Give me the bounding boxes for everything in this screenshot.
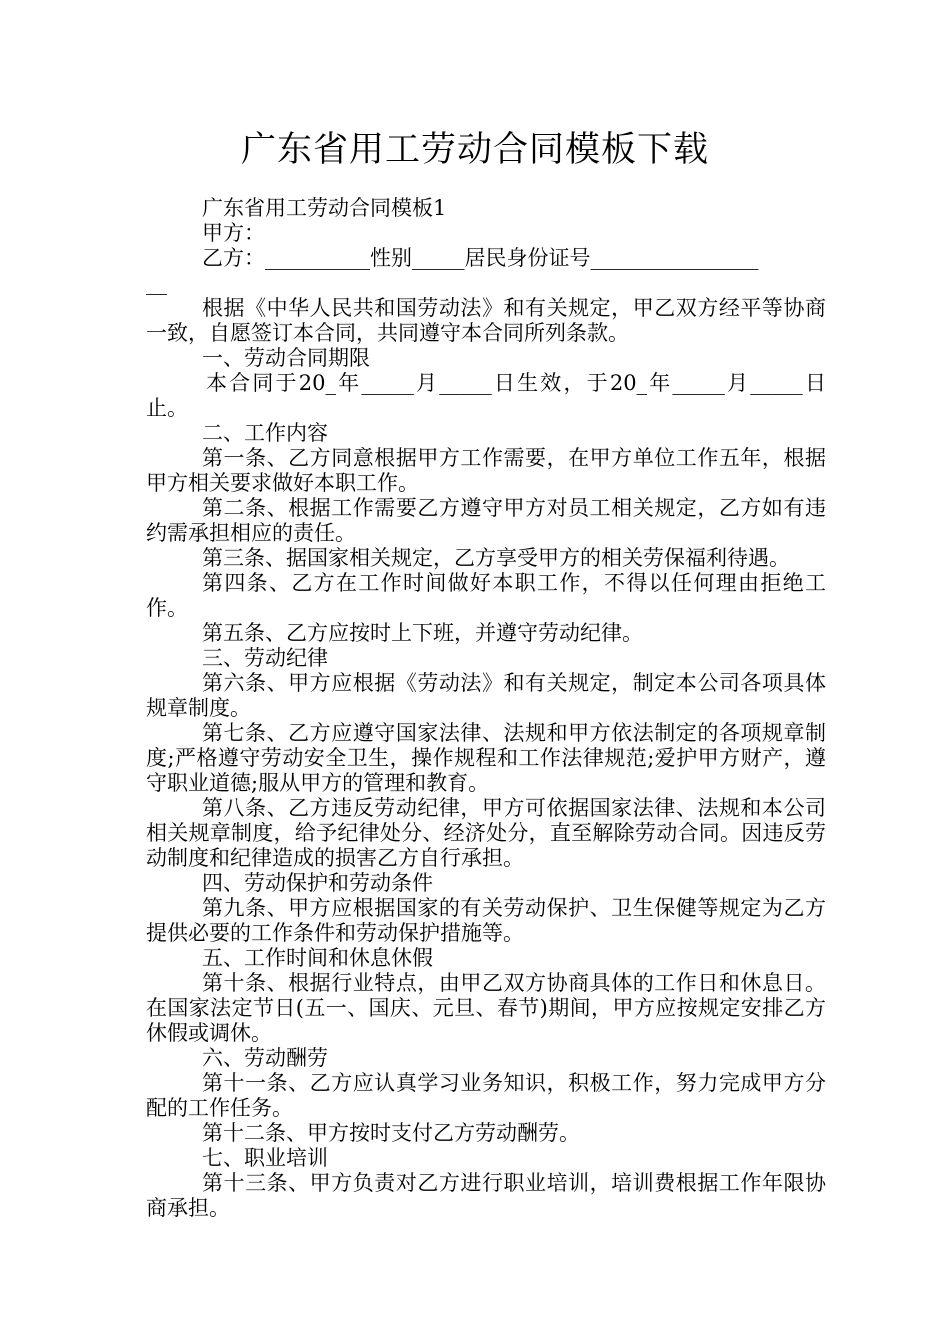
article: 第二条、根据工作需要乙方遵守甲方对员工相关规定，乙方如有违约需承担相应的责任。 [146, 496, 826, 545]
section-heading: 五、工作时间和休息休假 [202, 946, 433, 970]
article: 第十三条、甲方负责对乙方进行职业培训，培训费根据工作年限协商承担。 [146, 1171, 826, 1220]
article: 第八条、乙方违反劳动纪律，甲方可依据国家法律、法规和本公司相关规章制度，给予纪律处分、经济处分，直至解除劳动合同。因违反劳动制度和纪律造成的损害乙方自行承担。 [146, 796, 826, 870]
article: 第十一条、乙方应认真学习业务知识，积极工作，努力完成甲方分配的工作任务。 [146, 1071, 826, 1120]
document-body [146, 196, 826, 1221]
preamble: 根据《中华人民共和国劳动法》和有关规定，甲乙双方经平等协商一致，自愿签订本合同，共同遵守本合同所列条款。 [146, 296, 826, 345]
section-heading: 一、劳动合同期限 [202, 346, 370, 370]
subtitle: 广东省用工劳动合同模板1 [202, 196, 447, 220]
party-a-line: 甲方： [202, 221, 265, 245]
article: 第九条、甲方应根据国家的有关劳动保护、卫生保健等规定为乙方提供必要的工作条件和劳动保护措施等。 [146, 896, 826, 945]
party-b-line-continued: __ [146, 271, 167, 295]
article: 第十二条、甲方按时支付乙方劳动酬劳。 [202, 1121, 580, 1145]
article: 第五条、乙方应按时上下班，并遵守劳动纪律。 [202, 621, 643, 645]
section-heading: 七、职业培训 [202, 1146, 328, 1170]
article: 第一条、乙方同意根据甲方工作需要，在甲方单位工作五年，根据甲方相关要求做好本职工作。 [146, 446, 826, 495]
article: 第七条、乙方应遵守国家法律、法规和甲方依法制定的各项规章制度;严格遵守劳动安全卫生，操作规程和工作法律规范;爱护甲方财产，遵守职业道德;服从甲方的管理和教育。 [146, 721, 826, 795]
article: 第六条、甲方应根据《劳动法》和有关规定，制定本公司各项具体规章制度。 [146, 671, 826, 720]
article: 第十条、根据行业特点，由甲乙双方协商具体的工作日和休息日。在国家法定节日(五一、国庆、元旦、春节)期间，甲方应按规定安排乙方休假或调休。 [146, 971, 826, 1045]
article: 第四条、乙方在工作时间做好本职工作，不得以任何理由拒绝工作。 [146, 571, 826, 620]
document-title: 广东省用工劳动合同模板下载 [240, 130, 709, 170]
article: 第三条、据国家相关规定，乙方享受甲方的相关劳保福利待遇。 [202, 546, 790, 570]
contract-term: 本合同于20_年_____月_____日生效，于20_年_____月_____日止。 [146, 371, 826, 420]
section-heading: 三、劳动纪律 [202, 646, 328, 670]
section-heading: 四、劳动保护和劳动条件 [202, 871, 433, 895]
section-heading: 六、劳动酬劳 [202, 1046, 328, 1070]
section-heading: 二、工作内容 [202, 421, 328, 445]
party-b-line: 乙方：__________性别_____居民身份证号________________ [202, 246, 759, 270]
